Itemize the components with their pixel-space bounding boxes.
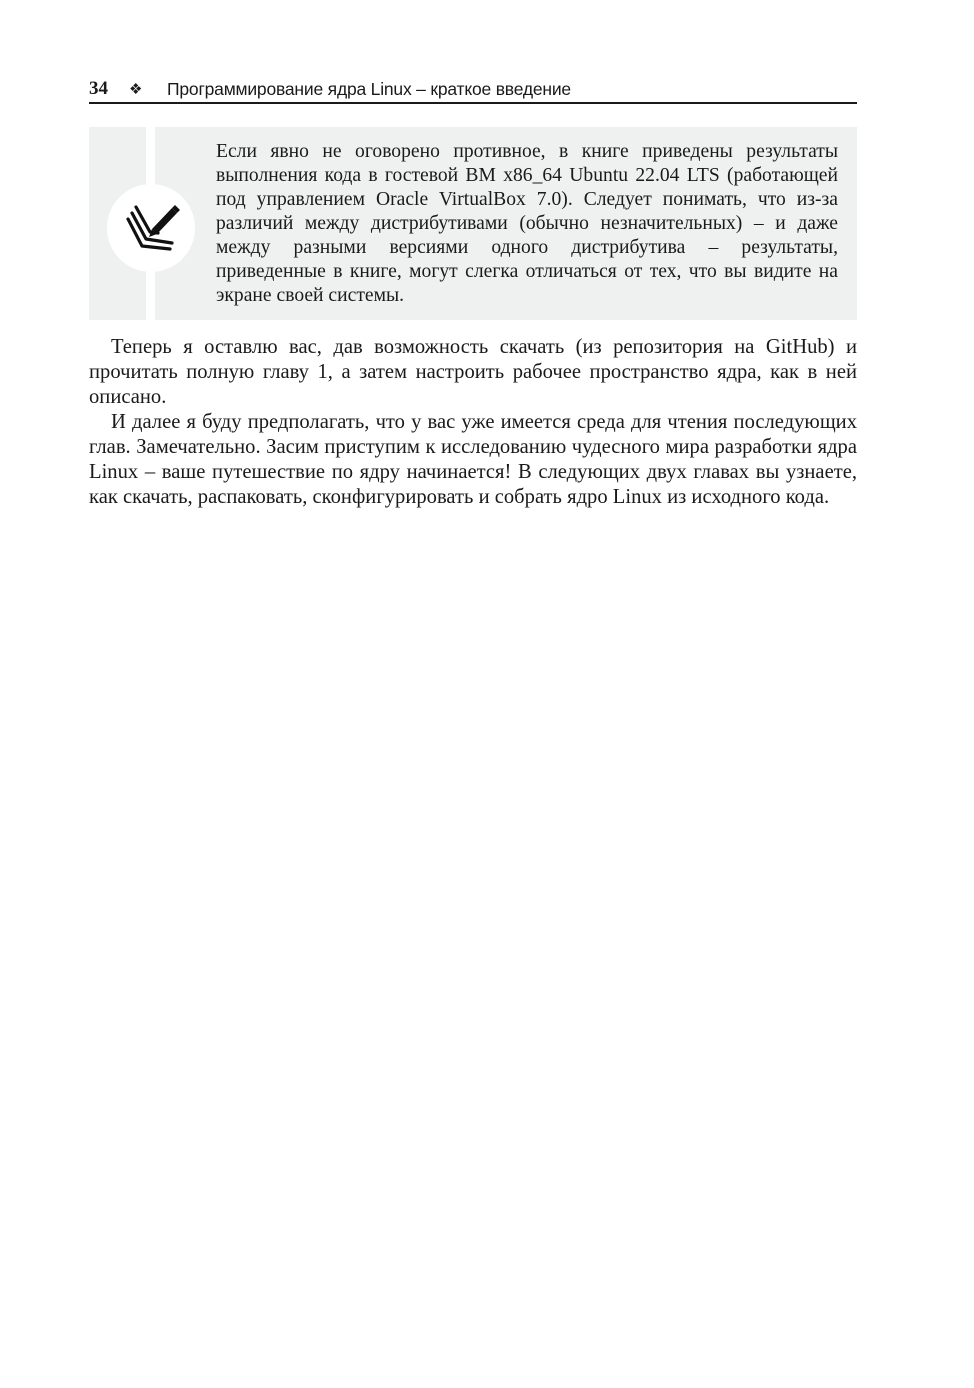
body-paragraph: Теперь я оставлю вас, дав возможность скачать (из репозитория на GitHub) и прочитать полную главу 1, а затем настроить рабочее пространство ядра, как в ней описано. [89,336,857,408]
body-text [89,335,857,510]
header-ornament-icon: ❖ [129,81,143,98]
note-icon-badge [107,184,195,272]
page-number: 34 [89,78,108,99]
body-paragraph: И далее я буду предполагать, что у вас уже имеется среда для чтения последующих глав. Замечательно. Засим приступим к исследованию чудесного мира разработки ядра Linux – ваше путешествие по ядру начинается! В следующих двух главах вы узнаете, как скачать, распаковать, сконфигурировать и собрать ядро Linux из исходного кода. [89,411,857,508]
note-text: Если явно не оговорено противное, в книге приведены результаты выполнения кода в гостевой ВМ x86_64 Ubuntu 22.04 LTS (работающей под управлением Oracle VirtualBox 7.0). Следует понимать, что из-за различий между дистрибутивами (обычно незначительных) – и даже между разными версиями одного дистрибутива – результаты, приведенные в книге, могут слегка отличаться от тех, что вы видите на экране своей системы. [216,141,838,306]
page-header [89,76,857,104]
note-box [89,127,857,320]
running-title: Программирование ядра Linux – краткое введение [167,78,571,99]
pencil-note-icon [122,199,180,257]
